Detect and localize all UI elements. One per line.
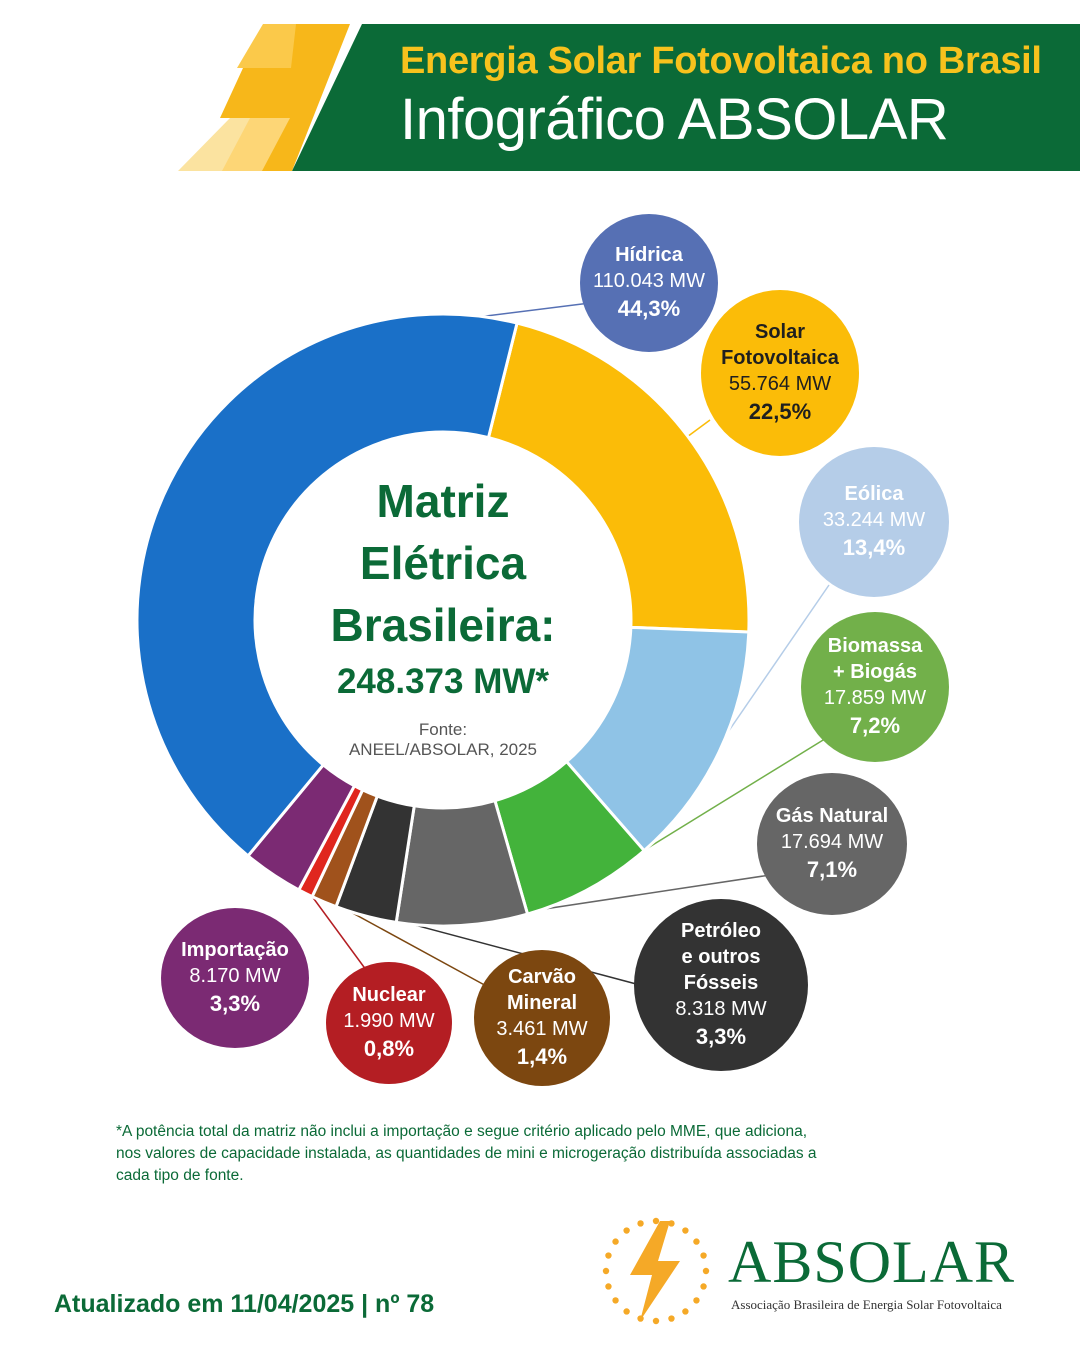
- logo-dot: [612, 1297, 618, 1303]
- header-title: Energia Solar Fotovoltaica no Brasil: [400, 40, 1042, 82]
- sun-lightning-icon: [600, 1215, 712, 1327]
- logo-dot: [682, 1227, 688, 1233]
- logo-dot: [653, 1218, 659, 1224]
- bubble-name: Gás Natural: [775, 805, 889, 827]
- bubble-name: Solar: [754, 321, 806, 343]
- footnote: [116, 1121, 916, 1187]
- bubble-mw: 33.244 MW: [822, 509, 926, 531]
- bubble-name: + Biogás: [833, 661, 917, 683]
- bubble-solar: [701, 290, 859, 456]
- bubble-name: Fósseis: [683, 972, 759, 994]
- logo-dot: [693, 1297, 699, 1303]
- center-title-line: Elétrica: [359, 537, 527, 589]
- logo-dot: [623, 1308, 629, 1314]
- footnote-line: cada tipo de fonte.: [116, 1167, 244, 1184]
- bubble-name: Mineral: [506, 992, 578, 1014]
- bubble-carvao: [474, 950, 610, 1086]
- bubble-pct: 1,4%: [516, 1044, 568, 1069]
- bubble-mw: 8.170 MW: [189, 965, 281, 987]
- bubble-mw: 110.043 MW: [593, 270, 705, 292]
- footnote-line: *A potência total da matriz não inclui a importação e segue critério aplicado pelo MME, que adiciona,: [116, 1123, 808, 1140]
- bubble-mw: 3.461 MW: [496, 1018, 588, 1040]
- bubble-mw: 17.694 MW: [780, 831, 884, 853]
- center-source-line: ANEEL/ABSOLAR, 2025: [348, 740, 538, 759]
- bubble-mw: 1.990 MW: [343, 1010, 435, 1032]
- bubble-name: Petróleo: [680, 920, 762, 942]
- bubble-name: Nuclear: [352, 984, 426, 1006]
- lightning-bolt: [630, 1221, 680, 1321]
- center-title-line: Matriz: [376, 475, 510, 527]
- bubble-eolica: [799, 447, 949, 597]
- bubble-petroleo: [634, 899, 808, 1071]
- bubble-pct: 7,1%: [806, 857, 858, 882]
- bubble-mw: 17.859 MW: [823, 687, 927, 709]
- bubble-pct: 3,3%: [209, 991, 261, 1016]
- logo-dot: [603, 1268, 609, 1274]
- bubble-name: Importação: [181, 939, 289, 961]
- logo-tagline: Associação Brasileira de Energia Solar Fotovoltaica: [731, 1297, 1002, 1312]
- logo-dot: [700, 1283, 706, 1289]
- updated-label: Atualizado em 11/04/2025 | nº 78: [54, 1290, 435, 1318]
- center-title-line: Brasileira:: [330, 599, 556, 651]
- bubble-pct: 7,2%: [849, 713, 901, 738]
- center-total: 248.373 MW*: [336, 662, 550, 701]
- bubble-pct: 0,8%: [363, 1036, 415, 1061]
- logo-name: ABSOLAR: [728, 1229, 1016, 1295]
- bubble-nuclear: [326, 962, 452, 1084]
- bubble-name: Hídrica: [615, 244, 683, 266]
- logo-dot: [700, 1252, 706, 1258]
- bubble-pct: 13,4%: [842, 535, 906, 560]
- logo-dot: [693, 1238, 699, 1244]
- center-source-line: Fonte:: [418, 720, 468, 739]
- bubble-name: Fotovoltaica: [721, 347, 839, 369]
- logo-dot: [605, 1252, 611, 1258]
- logo-dot: [637, 1220, 643, 1226]
- bubble-name: e outros: [681, 946, 761, 968]
- bubble-pct: 44,3%: [617, 296, 681, 321]
- bubble-pct: 22,5%: [748, 399, 812, 424]
- logo-dot: [612, 1238, 618, 1244]
- logo-dot: [682, 1308, 688, 1314]
- center-title: [243, 470, 643, 656]
- bubble-mw: 8.318 MW: [675, 998, 767, 1020]
- logo-dot: [653, 1318, 659, 1324]
- bubble-biomassa: [801, 612, 949, 762]
- bubble-pct: 3,3%: [695, 1024, 747, 1049]
- logo-dot: [668, 1315, 674, 1321]
- logo-dot: [703, 1268, 709, 1274]
- center-source: [243, 720, 643, 760]
- bubble-name: Eólica: [844, 483, 904, 505]
- footnote-line: nos valores de capacidade instalada, as quantidades de mini e microgeração distribuída associadas a: [116, 1145, 817, 1162]
- bubble-name: Biomassa: [827, 635, 923, 657]
- bubble-importacao: [161, 908, 309, 1048]
- bubble-gas-natural: [757, 773, 907, 915]
- bubble-name: Carvão: [508, 966, 576, 988]
- bubble-mw: 55.764 MW: [728, 373, 832, 395]
- bubble-hidrica: [580, 214, 718, 352]
- logo-dot: [605, 1283, 611, 1289]
- logo-dot: [623, 1227, 629, 1233]
- header-subtitle: Infográfico ABSOLAR: [400, 87, 949, 152]
